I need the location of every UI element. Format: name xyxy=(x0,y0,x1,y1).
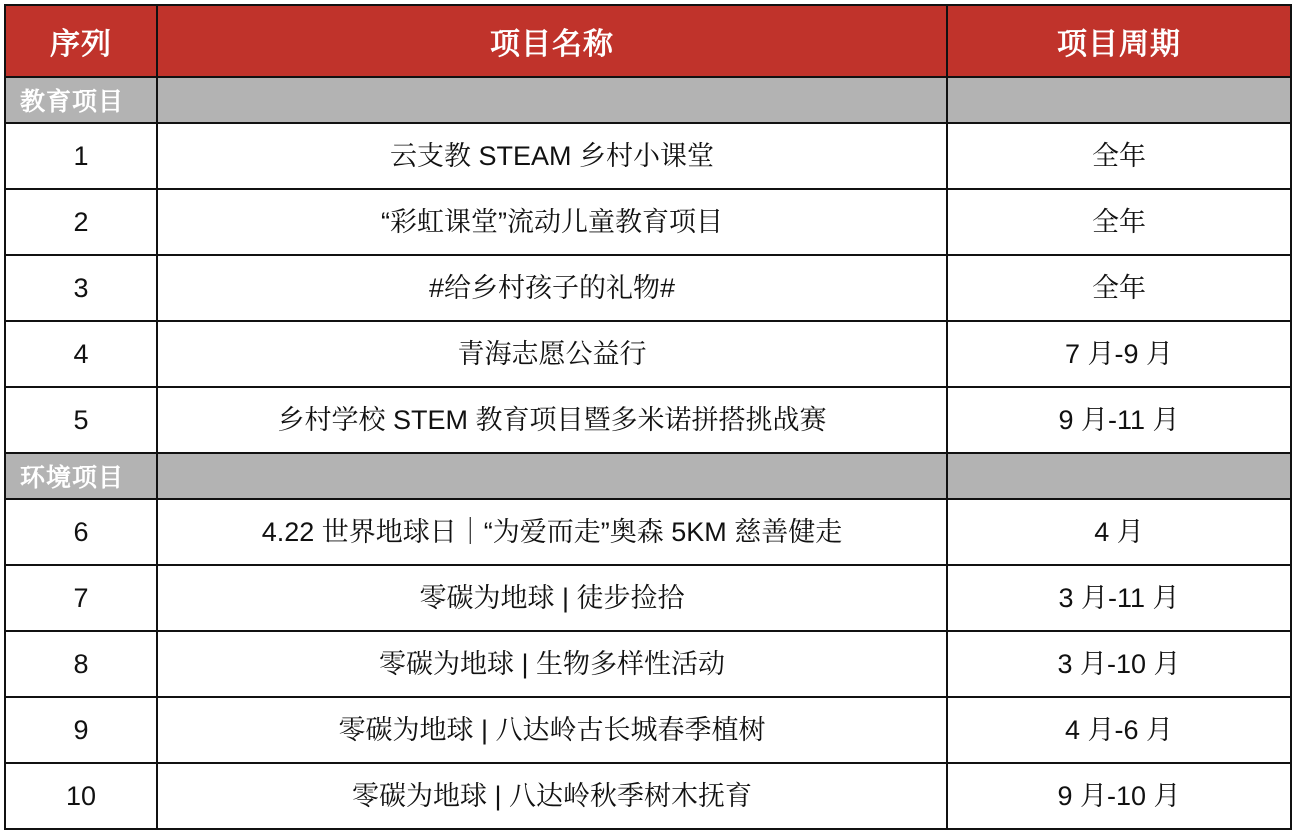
table-header xyxy=(5,5,1291,77)
column-header-seq: 序列 xyxy=(5,5,157,77)
table-row xyxy=(5,321,1291,387)
cell-seq: 1 xyxy=(5,123,157,189)
cell-name: 零碳为地球 | 徒步捡拾 xyxy=(157,565,947,631)
cell-name: #给乡村孩子的礼物# xyxy=(157,255,947,321)
cell-seq: 4 xyxy=(5,321,157,387)
section-row-education xyxy=(5,77,1291,123)
column-header-name: 项目名称 xyxy=(157,5,947,77)
column-header-cycle: 项目周期 xyxy=(947,5,1291,77)
cell-cycle: 4 月-6 月 xyxy=(947,697,1291,763)
cell-seq: 7 xyxy=(5,565,157,631)
table-row xyxy=(5,499,1291,565)
table-row xyxy=(5,255,1291,321)
cell-cycle: 9 月-10 月 xyxy=(947,763,1291,829)
table-row xyxy=(5,565,1291,631)
cell-name: 零碳为地球 | 生物多样性活动 xyxy=(157,631,947,697)
table-row xyxy=(5,697,1291,763)
table-header-row xyxy=(5,5,1291,77)
cell-seq: 6 xyxy=(5,499,157,565)
cell-cycle: 4 月 xyxy=(947,499,1291,565)
cell-seq: 10 xyxy=(5,763,157,829)
cell-name: 云支教 STEAM 乡村小课堂 xyxy=(157,123,947,189)
table-row xyxy=(5,631,1291,697)
cell-name: 4.22 世界地球日｜“为爱而走”奥森 5KM 慈善健走 xyxy=(157,499,947,565)
table-row xyxy=(5,123,1291,189)
table-row xyxy=(5,189,1291,255)
cell-cycle: 全年 xyxy=(947,255,1291,321)
cell-seq: 8 xyxy=(5,631,157,697)
cell-name: “彩虹课堂”流动儿童教育项目 xyxy=(157,189,947,255)
cell-cycle: 3 月-10 月 xyxy=(947,631,1291,697)
cell-cycle: 9 月-11 月 xyxy=(947,387,1291,453)
section-fill-cycle xyxy=(947,77,1291,123)
project-table xyxy=(4,4,1292,830)
cell-name: 零碳为地球 | 八达岭古长城春季植树 xyxy=(157,697,947,763)
cell-seq: 2 xyxy=(5,189,157,255)
cell-cycle: 全年 xyxy=(947,189,1291,255)
cell-cycle: 7 月-9 月 xyxy=(947,321,1291,387)
cell-cycle: 全年 xyxy=(947,123,1291,189)
section-fill-name xyxy=(157,453,947,499)
cell-seq: 9 xyxy=(5,697,157,763)
cell-seq: 3 xyxy=(5,255,157,321)
table-row xyxy=(5,387,1291,453)
table-row xyxy=(5,763,1291,829)
cell-seq: 5 xyxy=(5,387,157,453)
section-label-environment: 环境项目 xyxy=(5,453,157,499)
cell-name: 乡村学校 STEM 教育项目暨多米诺拼搭挑战赛 xyxy=(157,387,947,453)
section-fill-name xyxy=(157,77,947,123)
cell-name: 青海志愿公益行 xyxy=(157,321,947,387)
table-body xyxy=(5,77,1291,829)
section-fill-cycle xyxy=(947,453,1291,499)
section-label-education: 教育项目 xyxy=(5,77,157,123)
cell-cycle: 3 月-11 月 xyxy=(947,565,1291,631)
cell-name: 零碳为地球 | 八达岭秋季树木抚育 xyxy=(157,763,947,829)
section-row-environment xyxy=(5,453,1291,499)
